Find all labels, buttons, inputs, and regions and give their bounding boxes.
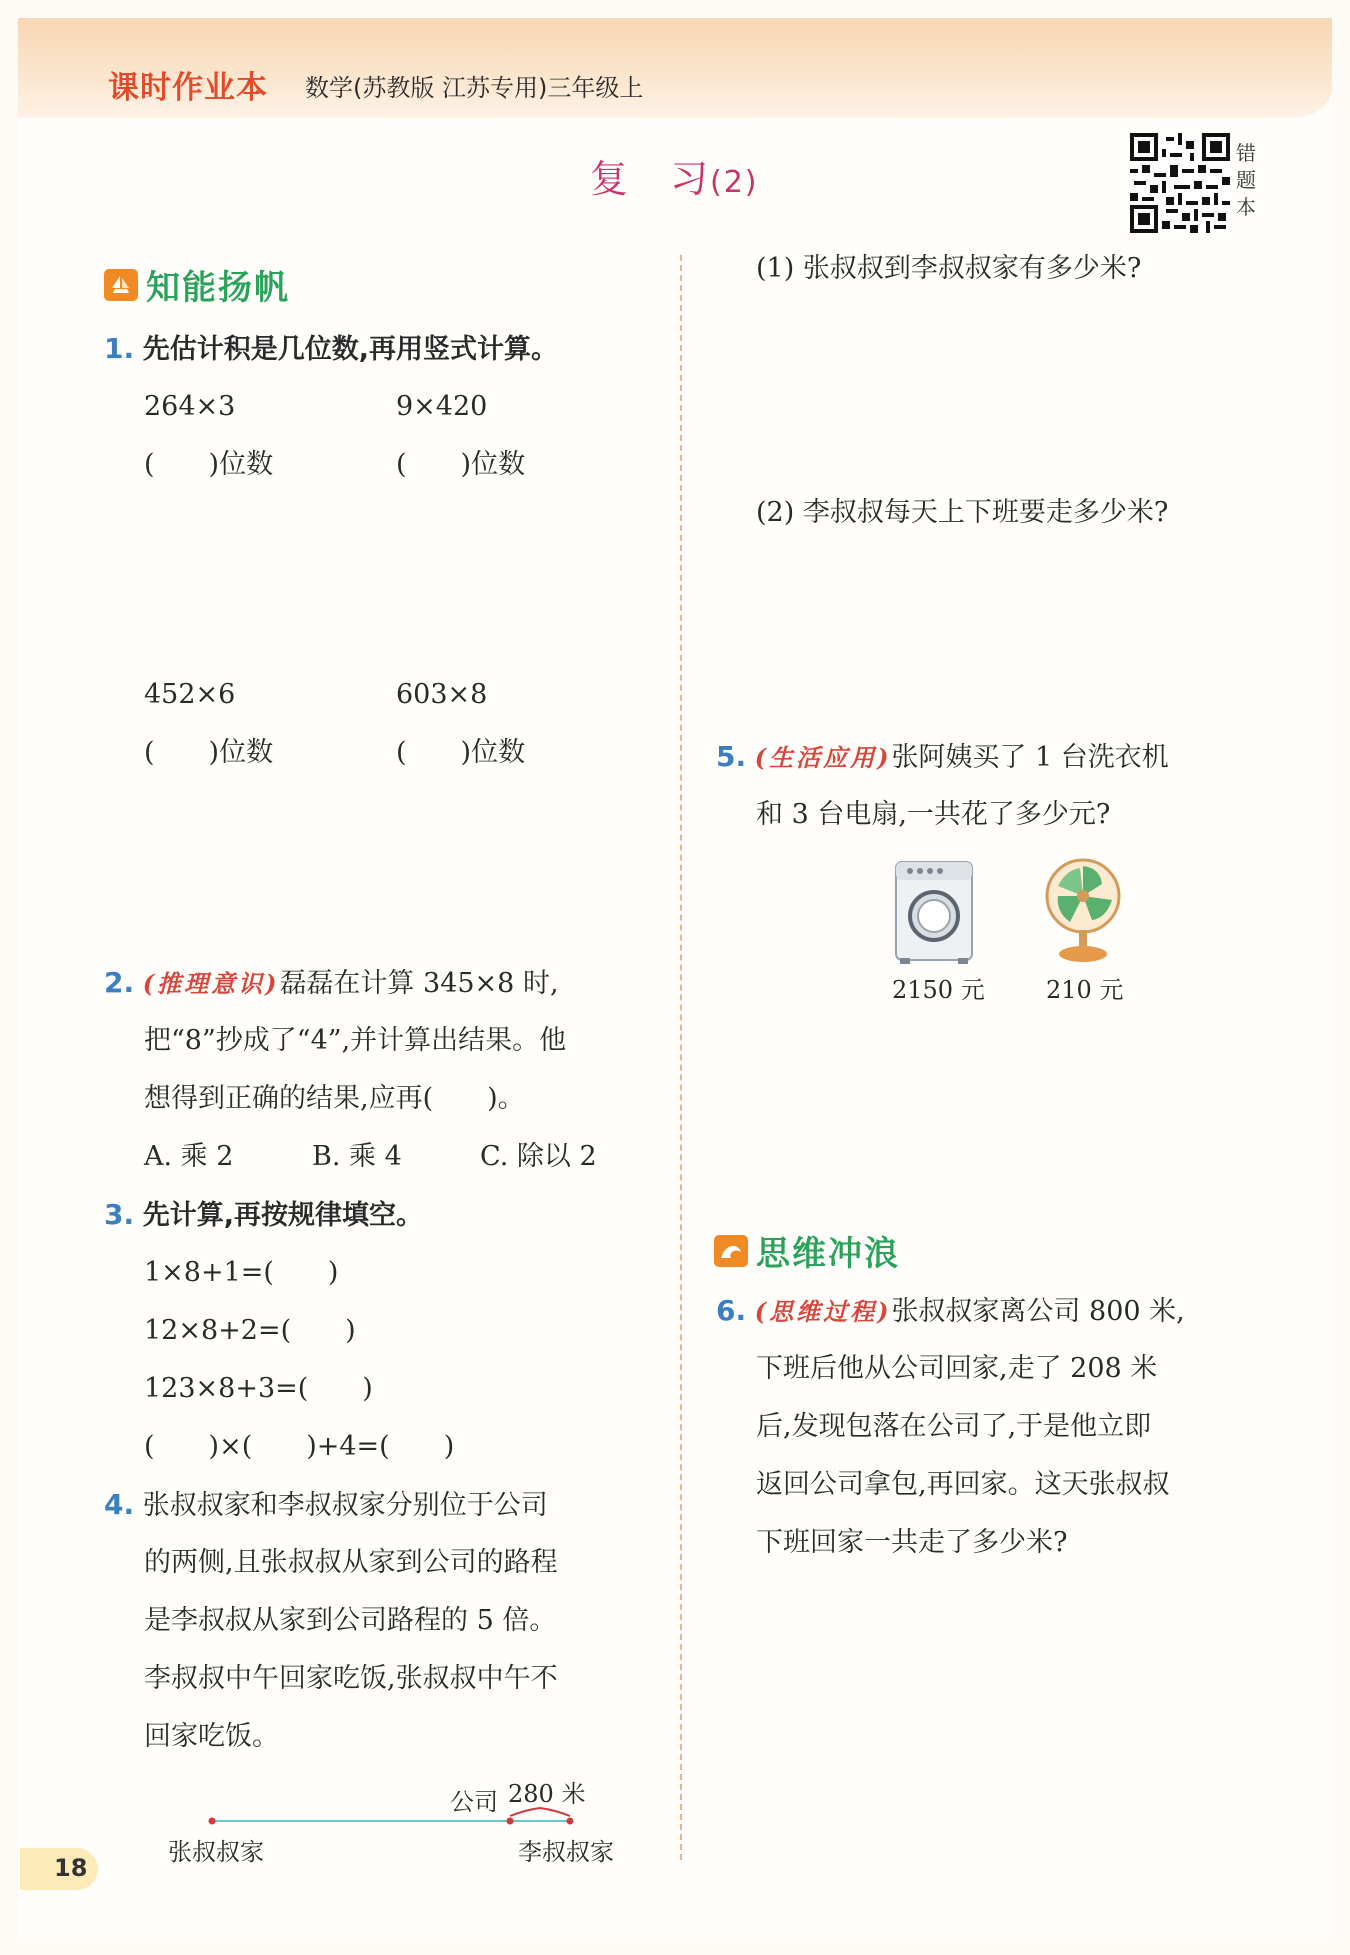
q1-expr-2: 9×420 [396, 391, 488, 422]
q1-expr-3: 452×6 [144, 679, 236, 710]
qr-label: 错 题 本 [1236, 141, 1256, 219]
q5-line-2: 和 3 台电扇,一共花了多少元? [756, 799, 1111, 830]
q2-number: 2. [104, 966, 135, 999]
q1-blank-1[interactable]: ( )位数 [144, 449, 274, 480]
q5-tag: (生活应用) [754, 743, 892, 772]
q6-line-4: 返回公司拿包,再回家。这天张叔叔 [756, 1469, 1170, 1500]
q2-option-a[interactable]: A. 乘 2 [144, 1141, 234, 1172]
section-header-right [714, 1226, 900, 1275]
wave-icon [714, 1235, 748, 1267]
q4-number: 4. [104, 1488, 135, 1521]
q1-blank-3[interactable]: ( )位数 [144, 737, 274, 768]
section-title-left: 知能扬帆 [146, 268, 290, 308]
q1-text: 先估计积是几位数,再用竖式计算。 [142, 334, 558, 365]
sail-icon [104, 269, 138, 301]
q1-blank-4[interactable]: ( )位数 [396, 737, 526, 768]
q5-line-1 [716, 728, 1169, 787]
q4-line-2: 的两侧,且张叔叔从家到公司的路程 [144, 1547, 558, 1578]
q1-expr-4: 603×8 [396, 679, 488, 710]
q3-number: 3. [104, 1198, 135, 1231]
q4-line-5: 回家吃饭。 [144, 1721, 279, 1752]
q1-prompt [104, 320, 558, 379]
q2-text-1: 磊磊在计算 345×8 时, [279, 968, 559, 999]
q2-option-c[interactable]: C. 除以 2 [480, 1141, 597, 1172]
q4-label-company: 公司 [450, 1788, 498, 1816]
q6-tag: (思维过程) [754, 1297, 892, 1326]
q3-line-1[interactable]: 1×8+1=( ) [144, 1257, 339, 1288]
q3-prompt [104, 1186, 423, 1245]
q4-label-li-home: 李叔叔家 [518, 1838, 614, 1866]
q4-subquestion-1: (1) 张叔叔到李叔叔家有多少米? [756, 253, 1142, 284]
brand-title: 课时作业本 [108, 70, 268, 106]
q5-text-1: 张阿姨买了 1 台洗衣机 [891, 742, 1169, 773]
q4-line-3: 是李叔叔从家到公司路程的 5 倍。 [144, 1605, 557, 1636]
q6-line-3: 后,发现包落在公司了,于是他立即 [756, 1411, 1152, 1442]
title-text: 复 习 [590, 157, 711, 201]
q4-line-4: 李叔叔中午回家吃饭,张叔叔中午不 [144, 1663, 558, 1694]
title-number: (2) [710, 165, 759, 200]
q3-text: 先计算,再按规律填空。 [142, 1200, 423, 1231]
section-header-left [104, 260, 290, 309]
q6-line-5: 下班回家一共走了多少米? [756, 1527, 1068, 1558]
q4-label-distance: 280 米 [508, 1780, 586, 1808]
q1-expr-1: 264×3 [144, 391, 236, 422]
q4-line-1 [104, 1476, 548, 1535]
q3-line-4[interactable]: ( )×( )+4=( ) [144, 1431, 455, 1462]
q2-tag: (推理意识) [142, 969, 280, 998]
section-title-right: 思维冲浪 [756, 1234, 900, 1274]
q2-option-b[interactable]: B. 乘 4 [312, 1141, 402, 1172]
book-subtitle: 数学(苏教版 江苏专用)三年级上 [305, 74, 644, 102]
q1-number: 1. [104, 332, 135, 365]
q4-text-1: 张叔叔家和李叔叔家分别位于公司 [142, 1490, 548, 1521]
q5-number: 5. [716, 740, 747, 773]
page-title [590, 148, 759, 203]
q6-line-1 [716, 1282, 1185, 1341]
q6-number: 6. [716, 1294, 747, 1327]
page-number: 18 [54, 1854, 88, 1882]
q3-line-2[interactable]: 12×8+2=( ) [144, 1315, 356, 1346]
q4-subquestion-2: (2) 李叔叔每天上下班要走多少米? [756, 497, 1169, 528]
q6-line-2: 下班后他从公司回家,走了 208 米 [756, 1353, 1158, 1384]
page-number-tab [20, 1848, 98, 1890]
fan-price: 210 元 [1046, 976, 1124, 1004]
washing-machine-price: 2150 元 [892, 976, 985, 1004]
q3-line-3[interactable]: 123×8+3=( ) [144, 1373, 373, 1404]
q2-line-2: 把“8”抄成了“4”,并计算出结果。他 [144, 1025, 567, 1056]
q2-line-3: 想得到正确的结果,应再( )。 [144, 1083, 525, 1114]
column-divider [680, 255, 682, 1860]
washing-machine-icon [892, 858, 976, 968]
qr-code-icon[interactable] [1130, 133, 1230, 233]
q2-line-1 [104, 954, 559, 1013]
q1-blank-2[interactable]: ( )位数 [396, 449, 526, 480]
q4-label-zhang-home: 张叔叔家 [168, 1838, 264, 1866]
q6-text-1: 张叔叔家离公司 800 米, [891, 1296, 1185, 1327]
electric-fan-icon [1040, 856, 1126, 966]
